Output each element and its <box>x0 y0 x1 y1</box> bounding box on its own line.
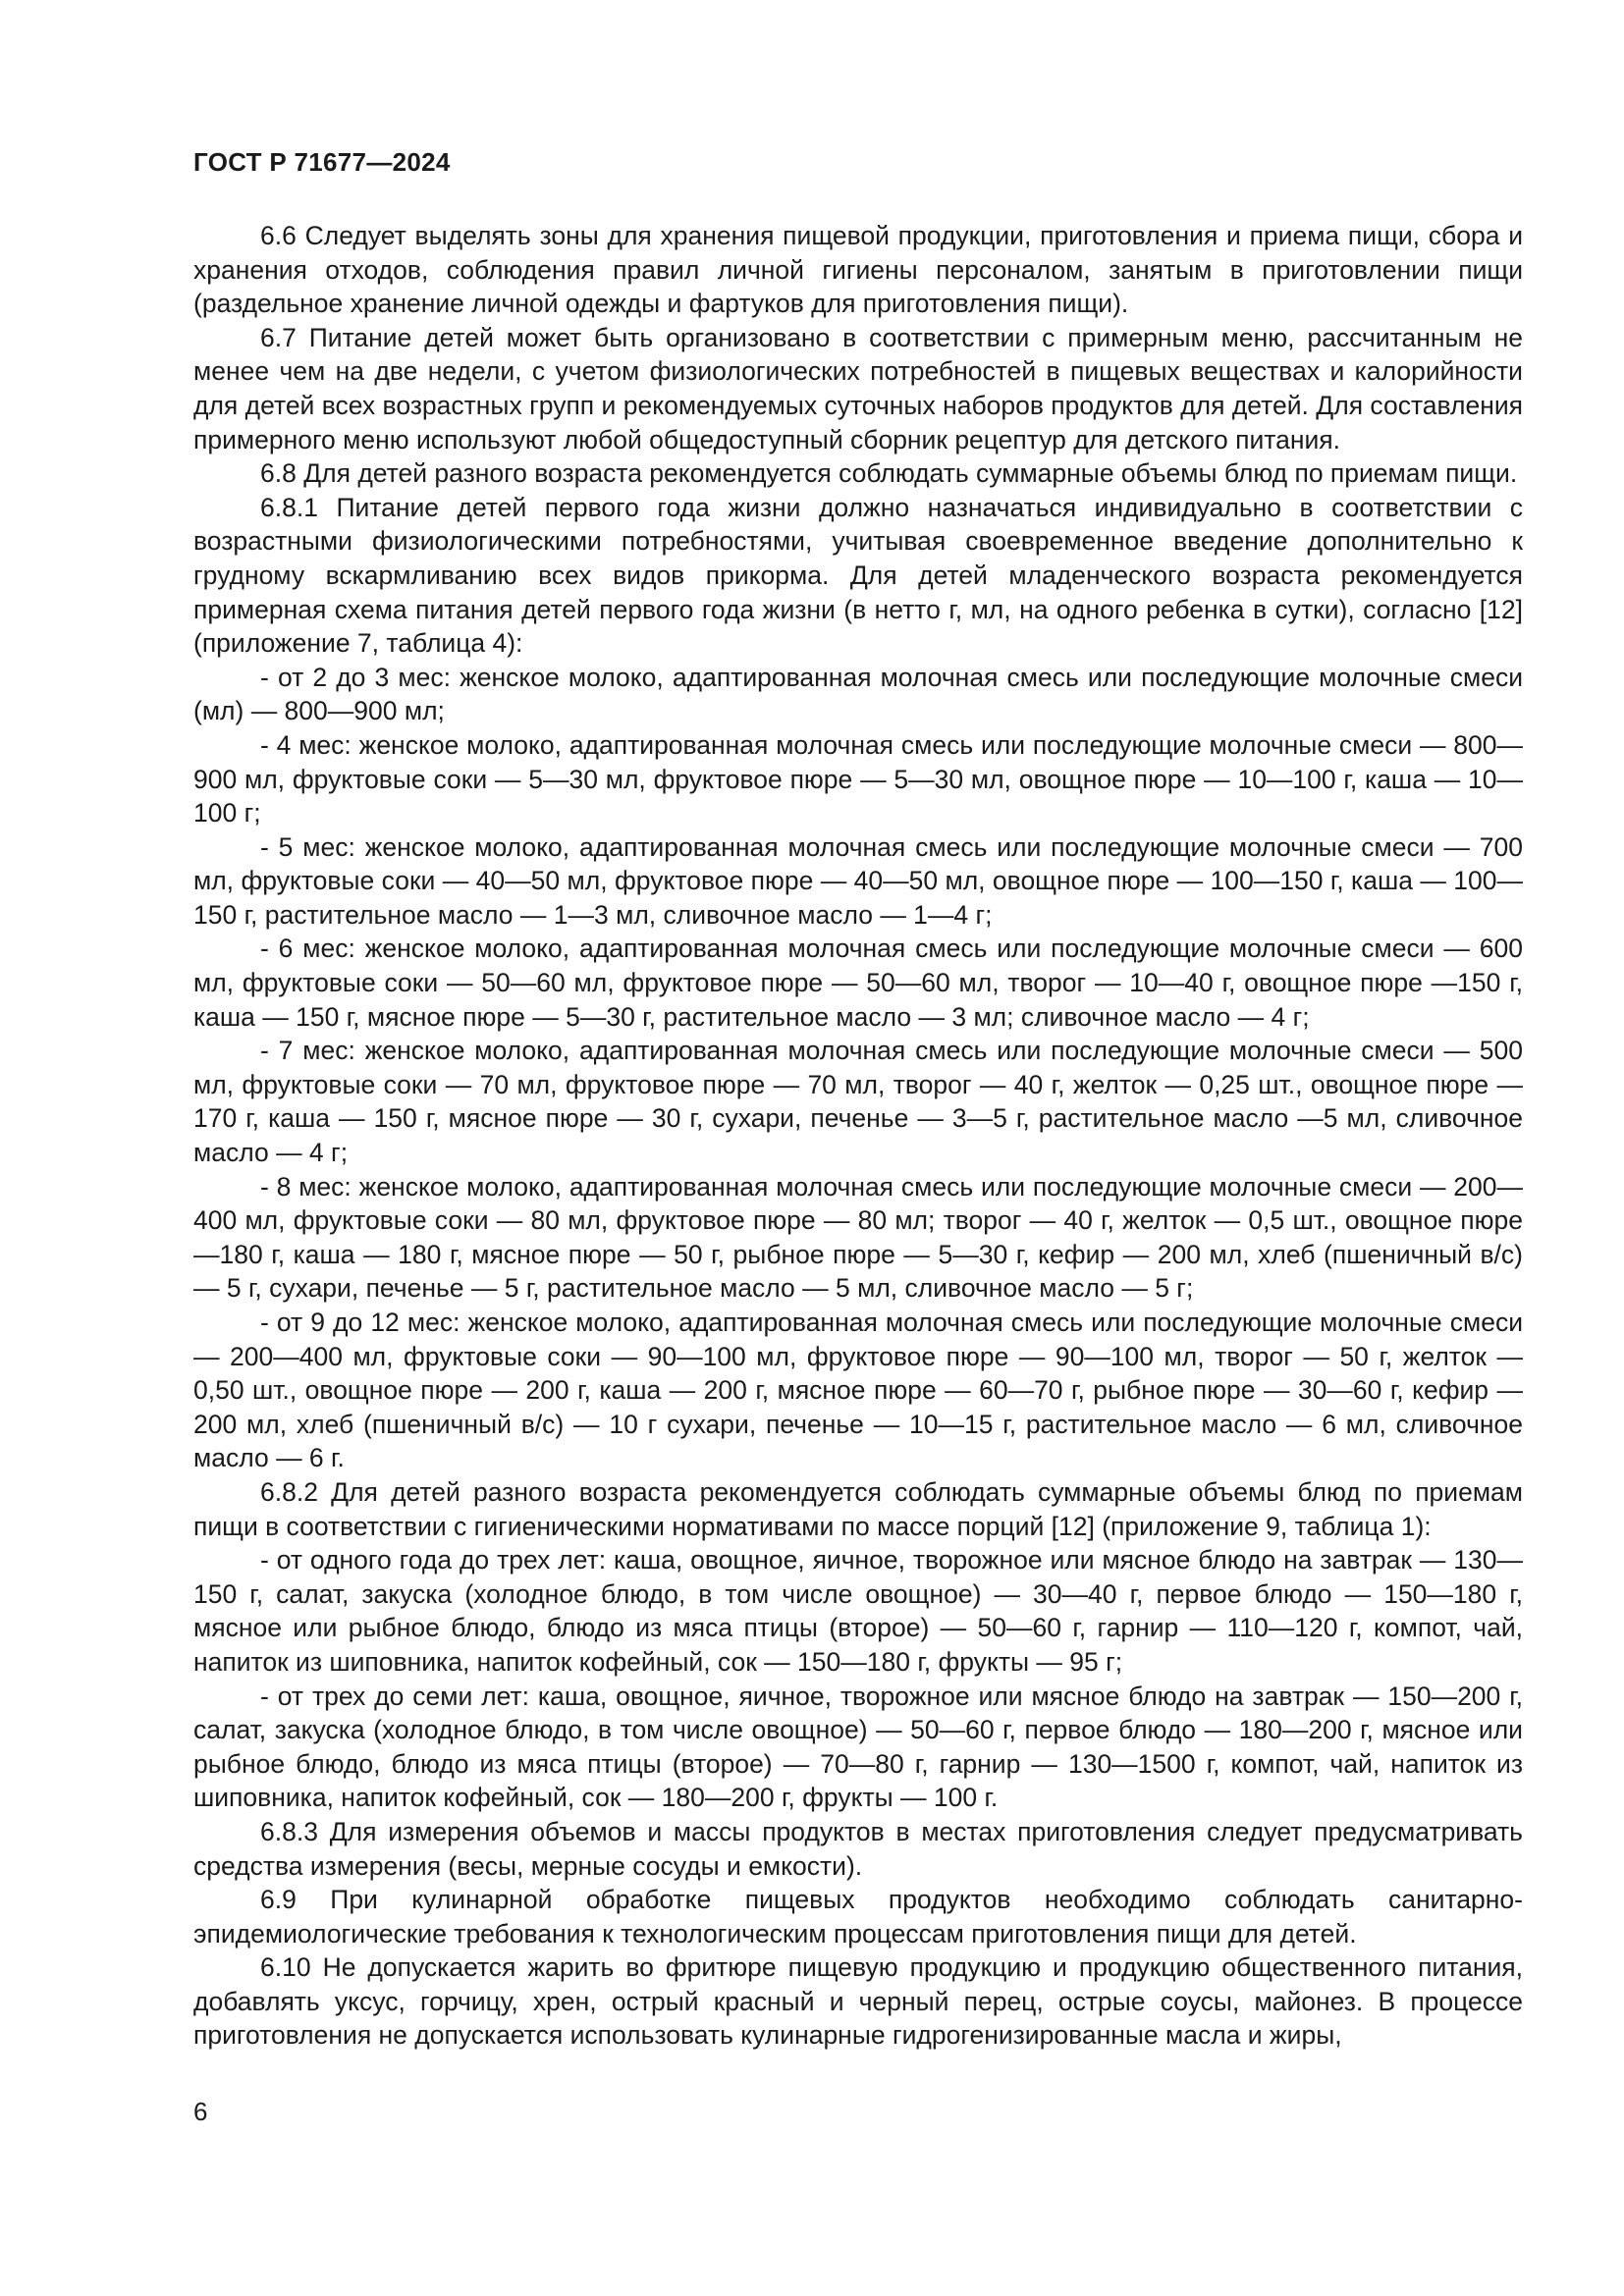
paragraph-6-8-2: 6.8.2 Для детей разного возраста рекомендуется соблюдать суммарные объемы блюд по приемам пищи в соответствии с гигиеническими нормативами по массе порций [12] (приложение 9, таблица 1): <box>193 1476 1523 1541</box>
paragraph-6-6: 6.6 Следует выделять зоны для хранения пищевой продукции, приготовления и приема пищи, сбора и хранения отходов, соблюдения правил личной гигиены персоналом, занятым в приготовлении пищи (раздельное хранение личной одежды и фартуков для приготовления пищи). <box>193 221 1523 319</box>
list-item: - от 2 до 3 мес: женское молоко, адаптированная молочная смесь или последующие молочные смеси (мл) — 800—900 мл; <box>193 662 1523 726</box>
list-item: - 4 мес: женское молоко, адаптированная молочная смесь или последующие молочные смеси — 800—900 мл, фруктовые соки — 5—30 мл, фруктовое пюре — 5—30 мл, овощное пюре — 10—100 г, каша — 10—100 г; <box>193 729 1523 828</box>
page-number: 6 <box>193 2097 208 2126</box>
paragraph-6-8-3: 6.8.3 Для измерения объемов и массы продуктов в местах приготовления следует предусматривать средства измерения (весы, мерные сосуды и емкости). <box>193 1816 1523 1881</box>
list-item: - 5 мес: женское молоко, адаптированная молочная смесь или последующие молочные смеси — 700 мл, фруктовые соки — 40—50 мл, фруктовое пюре — 40—50 мл, овощное пюре — 100—150 г, каша — 100—150 г, растительное масло — 1—3 мл, сливочное масло — 1—4 г; <box>193 831 1523 930</box>
list-item: - 7 мес: женское молоко, адаптированная молочная смесь или последующие молочные смеси — 500 мл, фруктовые соки — 70 мл, фруктовое пюре — 70 мл, творог — 40 г, желток — 0,25 шт., овощное пюре —170 г, каша — 150 г, мясное пюре — 30 г, сухари, печенье — 3—5 г, растительное масло —5 мл, сливочное масло — 4 г; <box>193 1036 1523 1168</box>
document-header: ГОСТ Р 71677—2024 <box>193 147 451 177</box>
paragraph-6-7: 6.7 Питание детей может быть организовано в соответствии с примерным меню, рассчитанным не менее чем на две недели, с учетом физиологических потребностей в пищевых веществах и калорийности для детей всех возрастных групп и рекомендуемых суточных наборов продуктов для детей. Для составления примерного меню используют любой общедоступный сборник рецептур для детского питания. <box>193 322 1523 454</box>
list-item: - 6 мес: женское молоко, адаптированная молочная смесь или последующие молочные смеси — 600 мл, фруктовые соки — 50—60 мл, фруктовое пюре — 50—60 мл, творог — 10—40 г, овощное пюре —150 г, каша — 150 г, мясное пюре — 5—30 г, растительное масло — 3 мл; сливочное масло — 4 г; <box>193 934 1523 1032</box>
list-item: - от 9 до 12 мес: женское молоко, адаптированная молочная смесь или последующие молочные смеси — 200—400 мл, фруктовые соки — 90—100 мл, фруктовое пюре — 90—100 мл, творог — 50 г, желток — 0,50 шт., овощное пюре — 200 г, каша — 200 г, мясное пюре — 60—70 г, рыбное пюре — 30—60 г, кефир — 200 мл, хлеб (пшеничный в/с) — 10 г сухари, печенье — 10—15 г, растительное масло — 6 мл, сливочное масло — 6 г. <box>193 1308 1523 1473</box>
list-item: - 8 мес: женское молоко, адаптированная молочная смесь или последующие молочные смеси — 200—400 мл, фруктовые соки — 80 мл, фруктовое пюре — 80 мл; творог — 40 г, желток — 0,5 шт., овощное пюре —180 г, каша — 180 г, мясное пюре — 50 г, рыбное пюре — 5—30 г, кефир — 200 мл, хлеб (пшеничный в/с) — 5 г, сухари, печенье — 5 г, растительное масло — 5 мл, сливочное масло — 5 г; <box>193 1171 1523 1304</box>
paragraph-6-8: 6.8 Для детей разного возраста рекомендуется соблюдать суммарные объемы блюд по приемам пищи. <box>260 458 1518 489</box>
list-item: - от одного года до трех лет: каша, овощное, яичное, творожное или мясное блюдо на завтрак — 130—150 г, салат, закуска (холодное блюдо, в том числе овощное) — 30—40 г, первое блюдо — 150—180 г, мясное или рыбное блюдо, блюдо из мяса птицы (второе) — 50—60 г, гарнир — 110—120 г, компот, чай, напиток из шиповника, напиток кофейный, сок — 150—180 г, фрукты — 95 г; <box>193 1545 1523 1677</box>
list-item: - от трех до семи лет: каша, овощное, яичное, творожное или мясное блюдо на завтрак — 150—200 г, салат, закуска (холодное блюдо, в том числе овощное) — 50—60 г, первое блюдо — 180—200 г, мясное или рыбное блюдо, блюдо из мяса птицы (второе) — 70—80 г, гарнир — 130—1500 г, компот, чай, напиток из шиповника, напиток кофейный, сок — 180—200 г, фрукты — 100 г. <box>193 1681 1523 1813</box>
paragraph-6-8-1: 6.8.1 Питание детей первого года жизни должно назначаться индивидуально в соответствии с возрастными физиологическими потребностями, учитывая своевременное введение дополнительно к грудному вскармливанию всех видов прикорма. Для детей младенческого возраста рекомендуется примерная схема питания детей первого года жизни (в нетто г, мл, на одного ребенка в сутки), согласно [12] (приложение 7, таблица 4): <box>193 492 1523 659</box>
document-body <box>193 219 1523 2053</box>
paragraph-6-10: 6.10 Не допускается жарить во фритюре пищевую продукцию и продукцию общественного питания, добавлять уксус, горчицу, хрен, острый красный и черный перец, острые соусы, майонез. В процессе приготовления не допускается использовать кулинарные гидрогенизированные масла и жиры, <box>193 1952 1523 2051</box>
paragraph-6-9: 6.9 При кулинарной обработке пищевых продуктов необходимо соблюдать санитарно-эпидемиологические требования к технологическим процессам приготовления пищи для детей. <box>193 1885 1523 1949</box>
